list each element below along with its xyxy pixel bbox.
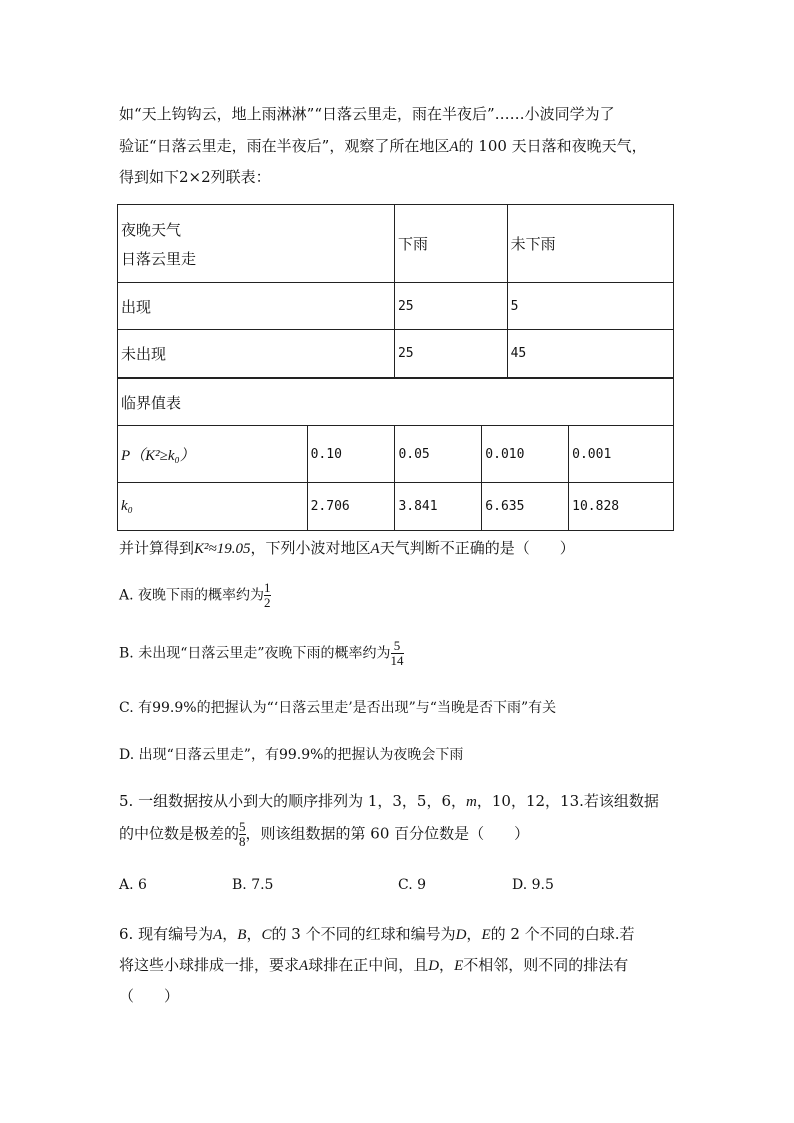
stem-b: ，下列小波对地区 — [250, 539, 371, 557]
header-line-1: 夜晚天气 — [121, 220, 182, 239]
k-label: k₀ — [118, 483, 308, 531]
q5-line-2 — [119, 820, 529, 849]
p-value: 0.10 — [307, 426, 395, 483]
q6-text: 的 3 个不同的红球和编号为 — [271, 925, 456, 943]
denominator: 14 — [390, 653, 404, 668]
q5-choice-c: C. 9 — [398, 877, 427, 893]
option-c: C. 有99.9%的把握认为“‘日落云里走’是否出现”与“当晚是否下雨”有关 — [119, 700, 557, 716]
q6-text: 6. 现有编号为 — [119, 925, 214, 943]
table-row — [118, 426, 674, 483]
q5-line-1 — [119, 790, 659, 811]
p-value: 0.001 — [569, 426, 674, 483]
critical-value-table — [117, 378, 674, 531]
q6-var: D — [455, 927, 467, 943]
q5-line-1-b: ，10，12，13.若该组数据 — [476, 792, 659, 810]
q6-text: 不相邻，则不同的排法有 — [463, 956, 629, 974]
q6-var: E — [481, 927, 491, 943]
option-d: D. 出现“日落云里走”，有99.9%的把握认为夜晚会下雨 — [119, 747, 464, 763]
critical-title: 临界值表 — [118, 379, 674, 426]
row-label: 出现 — [118, 283, 395, 330]
table-row — [118, 330, 674, 378]
q6-var: B — [237, 927, 247, 943]
q6-text: 球排在正中间，且 — [308, 956, 429, 974]
col-norain: 未下雨 — [507, 205, 673, 283]
fraction — [391, 639, 404, 668]
k-value: 6.635 — [482, 483, 569, 531]
q5-line-1-a: 5. 一组数据按从小到大的顺序排列为 1，3，5，6， — [119, 792, 467, 810]
row-label: 未出现 — [118, 330, 395, 378]
q5-choice-b: B. 7.5 — [232, 877, 274, 893]
k-value: 10.828 — [569, 483, 674, 531]
q5-choice-a: A. 6 — [119, 877, 147, 893]
cell-value: 25 — [394, 283, 507, 330]
table-row — [118, 379, 674, 426]
cell-value: 45 — [507, 330, 673, 378]
denominator: 2 — [264, 595, 271, 610]
col-rain: 下雨 — [394, 205, 507, 283]
intro-line-2 — [119, 135, 647, 156]
region-var: A — [449, 139, 459, 155]
q6-var: A — [299, 958, 309, 974]
q6-line-3: （ ） — [119, 987, 180, 1005]
q6-var: E — [454, 958, 464, 974]
q6-line-2 — [119, 954, 628, 975]
table-row — [118, 205, 674, 283]
numerator: 1 — [264, 580, 271, 595]
option-b-text: B. 未出现“日落云里走”夜晚下雨的概率约为 — [119, 645, 391, 662]
contingency-table — [117, 204, 674, 378]
q6-line-1 — [119, 923, 634, 944]
table-row — [118, 283, 674, 330]
q6-var: C — [261, 927, 272, 943]
question-stem — [119, 537, 575, 558]
p-label: P（K²≥k₀） — [118, 426, 308, 483]
q6-sep: ， — [466, 925, 482, 943]
numerator: 5 — [393, 638, 401, 653]
p-value: 0.010 — [482, 426, 569, 483]
fraction — [264, 581, 271, 610]
q6-var: D — [428, 958, 440, 974]
stem-c: 天气判断不正确的是（ ） — [379, 539, 575, 557]
q6-sep: ， — [246, 925, 262, 943]
header-cell — [118, 205, 395, 283]
denominator: 8 — [239, 834, 246, 849]
q5-choice-d: D. 9.5 — [512, 877, 554, 893]
q5-var: m — [466, 794, 477, 810]
q5-line-2-b: ，则该组数据的第 60 百分位数是（ ） — [245, 824, 530, 843]
p-value: 0.05 — [395, 426, 482, 483]
intro-line-3: 得到如下2×2列联表： — [119, 168, 271, 186]
intro-line-2-b: 的 100 天日落和夜晚天气， — [458, 137, 647, 155]
q6-sep: ， — [439, 956, 455, 974]
option-a — [119, 581, 271, 610]
q6-text: 的 2 个不同的白球.若 — [490, 925, 635, 943]
stem-var: A — [370, 541, 380, 557]
k-value: 2.706 — [307, 483, 395, 531]
k-value: 3.841 — [395, 483, 482, 531]
header-line-2: 日落云里走 — [121, 249, 197, 268]
intro-line-2-a: 验证“日落云里走，雨在半夜后”，观察了所在地区 — [119, 137, 450, 155]
q6-sep: ， — [222, 925, 238, 943]
intro-line-1: 如“天上钩钩云，地上雨淋淋”“日落云里走，雨在半夜后”……小波同学为了 — [119, 105, 615, 123]
cell-value: 5 — [507, 283, 673, 330]
option-b — [119, 639, 404, 668]
table-row — [118, 483, 674, 531]
q5-line-2-a: 的中位数是极差的 — [119, 824, 240, 843]
q6-text: 将这些小球排成一排，要求 — [119, 956, 300, 974]
q6-var: A — [213, 927, 223, 943]
option-a-text: A. 夜晚下雨的概率约为 — [119, 587, 265, 604]
stem-a: 并计算得到 — [119, 539, 195, 557]
stem-formula: K²≈19.05 — [194, 541, 251, 557]
cell-value: 25 — [394, 330, 507, 378]
numerator: 5 — [239, 819, 246, 834]
